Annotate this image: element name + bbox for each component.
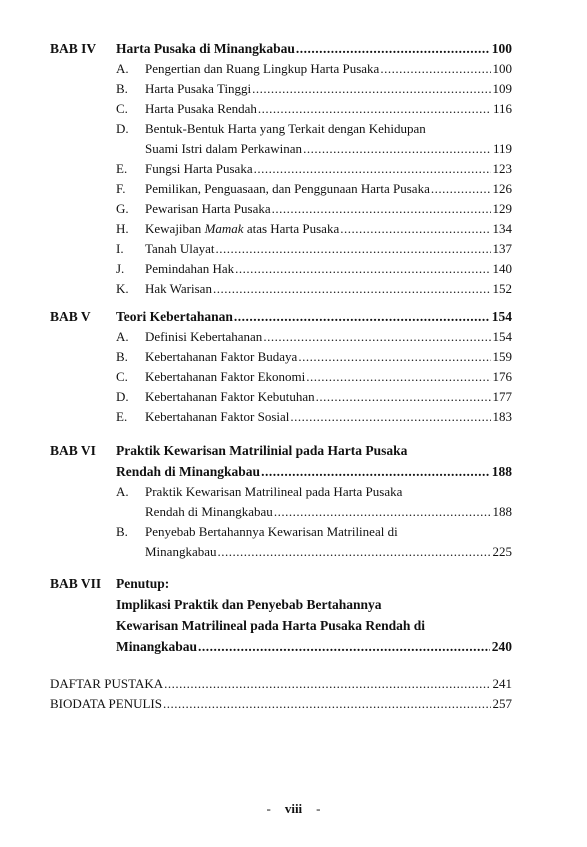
- dot-leader: [254, 159, 491, 179]
- page-number: 116: [492, 101, 512, 116]
- chapter-title-line[interactable]: [116, 306, 512, 327]
- dot-leader: [258, 99, 491, 119]
- entry-title: Harta Pusaka Tinggi: [145, 81, 252, 96]
- entry-letter: E.: [116, 409, 128, 424]
- entry-letter: A.: [116, 484, 129, 499]
- entry-letter: D.: [116, 389, 129, 404]
- chapter-title-first-line: Penutup:: [116, 576, 170, 591]
- entry-letter: J.: [116, 261, 125, 276]
- dot-leader: [303, 139, 491, 159]
- entry-title: Kebertahanan Faktor Kebutuhan: [145, 389, 315, 404]
- chapter-title-line[interactable]: [116, 636, 512, 657]
- page-number: 154: [491, 309, 512, 324]
- toc-entry[interactable]: [116, 159, 512, 179]
- toc-entry[interactable]: [116, 327, 512, 347]
- chapter-title: Harta Pusaka di Minangkabau: [116, 41, 295, 56]
- chapter-title-third-line: Kewarisan Matrilineal pada Harta Pusaka Rendah di: [116, 618, 426, 633]
- entry-title: Pengertian dan Ruang Lingkup Harta Pusaka: [145, 61, 380, 76]
- entry-title: Hak Warisan: [145, 281, 212, 296]
- chapter-title-line1: [116, 573, 512, 594]
- dot-leader: [263, 327, 490, 347]
- toc-entry[interactable]: [116, 407, 512, 427]
- dot-leader: [340, 219, 490, 239]
- back-matter: [50, 674, 512, 714]
- toc-entry[interactable]: [116, 119, 512, 159]
- toc-entry[interactable]: [116, 59, 512, 79]
- dot-leader: [272, 199, 491, 219]
- entry-title-pre: Kewajiban: [145, 221, 205, 236]
- dot-leader: [380, 59, 490, 79]
- entry-title: Harta Pusaka Rendah: [145, 101, 257, 116]
- chapter-title-line1: [116, 440, 512, 461]
- toc-entry[interactable]: [116, 367, 512, 387]
- entry-title-line1: Penyebab Bertahannya Kewarisan Matrilineal di: [145, 524, 398, 539]
- page-number: 109: [492, 81, 512, 96]
- entry-title-line1: Bentuk-Bentuk Harta yang Terkait dengan Kehidupan: [145, 121, 426, 136]
- entry-title: Pewarisan Harta Pusaka: [145, 201, 271, 216]
- entry-letter: K.: [116, 281, 129, 296]
- page-number: 159: [492, 349, 512, 364]
- toc-entry-biodata-penulis[interactable]: [50, 694, 512, 714]
- page-number: 154: [492, 329, 512, 344]
- entry-title-line1: Praktik Kewarisan Matrilineal pada Harta Pusaka: [145, 484, 403, 499]
- chapter-title: Minangkabau: [116, 639, 198, 654]
- toc-entry[interactable]: [116, 219, 512, 239]
- entry-letter: H.: [116, 221, 129, 236]
- dot-leader: [215, 239, 490, 259]
- page-number: 134: [492, 221, 512, 236]
- entry-title: Definisi Kebertahanan: [145, 329, 263, 344]
- entry-letter: B.: [116, 349, 128, 364]
- dot-leader: [261, 461, 490, 482]
- chapter-title-line3: [116, 615, 512, 636]
- page-number: 225: [492, 544, 512, 559]
- page-number: 176: [492, 369, 512, 384]
- dot-leader: [198, 636, 490, 657]
- page-number: 183: [492, 409, 512, 424]
- dot-leader: [298, 347, 490, 367]
- toc-entry-daftar-pustaka[interactable]: [50, 674, 512, 694]
- chapter-label: BAB V: [50, 309, 91, 324]
- page-number: 177: [492, 389, 512, 404]
- entry-title: Tanah Ulayat: [145, 241, 215, 256]
- page-number: 240: [491, 639, 512, 654]
- toc-entry[interactable]: [116, 522, 512, 562]
- entry-letter: E.: [116, 161, 128, 176]
- footer-dash-right: -: [316, 801, 321, 816]
- chapter-title-line[interactable]: [116, 38, 512, 59]
- chapter-label: BAB VII: [50, 576, 102, 591]
- chapter-title-first-line: Praktik Kewarisan Matrilinial pada Harta Pusaka: [116, 443, 408, 458]
- entry-title: Pemilikan, Penguasaan, dan Penggunaan Harta Pusaka: [145, 181, 430, 196]
- dot-leader: [213, 279, 491, 299]
- dot-leader: [316, 387, 491, 407]
- entry-letter: F.: [116, 181, 126, 196]
- entry-letter: B.: [116, 81, 128, 96]
- entry-title-italic: Mamak: [204, 221, 244, 236]
- dot-leader: [306, 367, 490, 387]
- toc-entry[interactable]: [116, 239, 512, 259]
- chapter-title: Teori Kebertahanan: [116, 309, 233, 324]
- entry-title-post: atas Harta Pusaka: [243, 221, 340, 236]
- page-number: 152: [492, 281, 512, 296]
- dot-leader: [234, 306, 490, 327]
- footer-page-number: viii: [284, 801, 303, 816]
- page-number: 140: [492, 261, 512, 276]
- chapter-title: Rendah di Minangkabau: [116, 464, 261, 479]
- footer-dash-left: -: [266, 801, 271, 816]
- toc-entry[interactable]: [116, 99, 512, 119]
- entry-title: Minangkabau: [145, 544, 217, 559]
- toc-entry[interactable]: [116, 79, 512, 99]
- page-number: 188: [491, 464, 512, 479]
- entry-title: Rendah di Minangkabau: [145, 504, 273, 519]
- toc-entry[interactable]: [116, 199, 512, 219]
- page-number: 257: [492, 696, 512, 711]
- page-number: 100: [491, 41, 512, 56]
- entry-title: Kebertahanan Faktor Sosial: [145, 409, 290, 424]
- entry-letter: C.: [116, 369, 128, 384]
- entry-letter: A.: [116, 329, 129, 344]
- chapter-title-line[interactable]: [116, 461, 512, 482]
- toc-entry[interactable]: [116, 347, 512, 367]
- dot-leader: [274, 502, 491, 522]
- entry-title: Fungsi Harta Pusaka: [145, 161, 253, 176]
- chapter-label: BAB VI: [50, 443, 96, 458]
- page-number: 129: [492, 201, 512, 216]
- entry-title: Pemindahan Hak: [145, 261, 235, 276]
- chapter-title-line2: [116, 594, 512, 615]
- dot-leader: [431, 179, 491, 199]
- dot-leader: [252, 79, 490, 99]
- entry-letter: G.: [116, 201, 129, 216]
- toc-entry[interactable]: [116, 259, 512, 279]
- entry-title: BIODATA PENULIS: [50, 696, 162, 711]
- toc-entry[interactable]: [116, 279, 512, 299]
- chapter-title-second-line: Implikasi Praktik dan Penyebab Bertahannya: [116, 597, 382, 612]
- page-number: 126: [492, 181, 512, 196]
- dot-leader: [163, 694, 491, 714]
- toc-entry[interactable]: [116, 179, 512, 199]
- dot-leader: [296, 38, 490, 59]
- toc-entry[interactable]: [116, 482, 512, 522]
- page-number: 119: [492, 141, 512, 156]
- dot-leader: [235, 259, 490, 279]
- entry-letter: D.: [116, 121, 129, 136]
- entry-title: Kebertahanan Faktor Budaya: [145, 349, 298, 364]
- entry-title: Suami Istri dalam Perkawinan: [145, 141, 303, 156]
- entry-letter: A.: [116, 61, 129, 76]
- dot-leader: [217, 542, 490, 562]
- page-number: 188: [492, 504, 512, 519]
- page-number: 123: [492, 161, 512, 176]
- page-number: 241: [492, 676, 512, 691]
- entry-letter: C.: [116, 101, 128, 116]
- page-number: 137: [492, 241, 512, 256]
- dot-leader: [164, 674, 490, 694]
- entry-letter: B.: [116, 524, 128, 539]
- entry-title: Kebertahanan Faktor Ekonomi: [145, 369, 306, 384]
- toc-entry[interactable]: [116, 387, 512, 407]
- page-number: 100: [492, 61, 512, 76]
- entry-title: DAFTAR PUSTAKA: [50, 676, 164, 691]
- entry-title: [145, 219, 339, 239]
- page-footer: [0, 799, 587, 819]
- dot-leader: [290, 407, 490, 427]
- chapter-label: BAB IV: [50, 41, 97, 56]
- entry-letter: I.: [116, 241, 124, 256]
